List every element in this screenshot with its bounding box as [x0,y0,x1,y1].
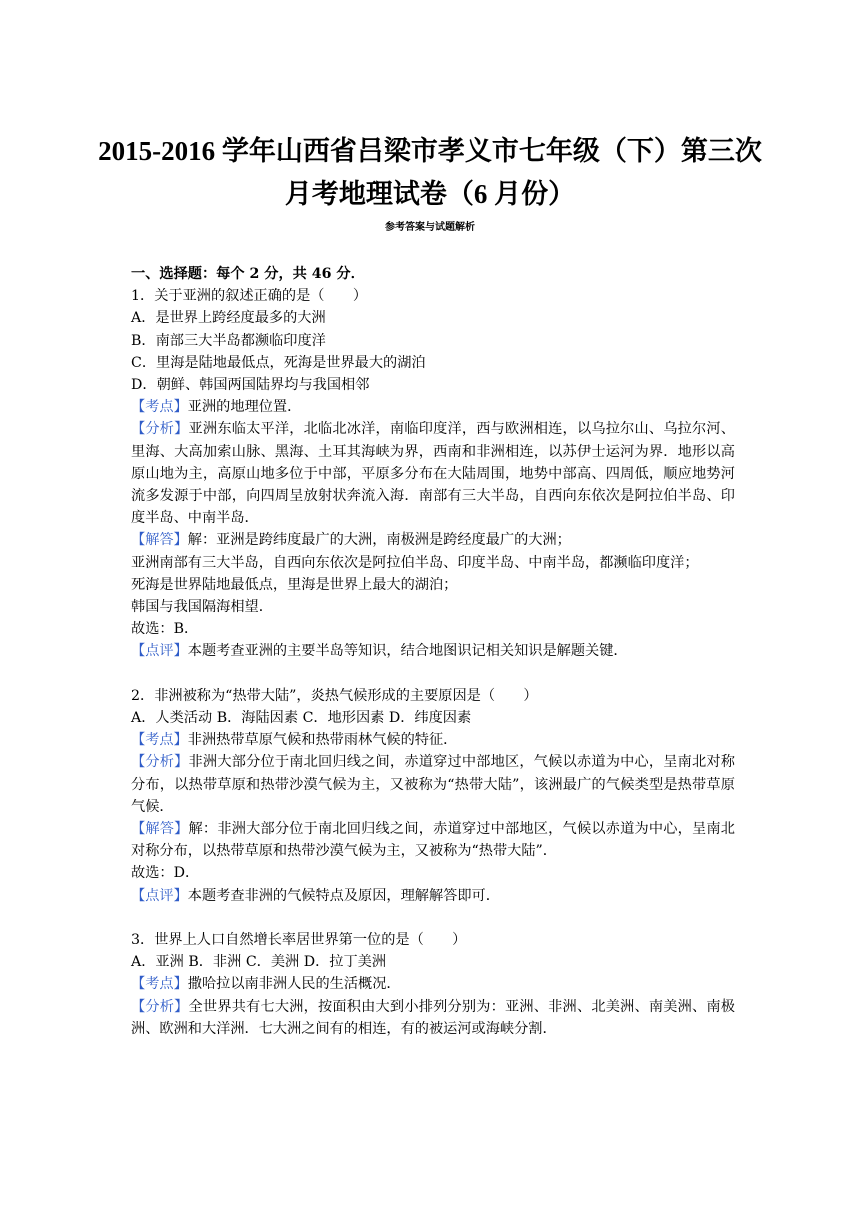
dianping-paragraph [131,885,735,907]
spacer [131,907,735,929]
question-stem: 1．关于亚洲的叙述正确的是（ ） [131,288,368,305]
spacer [131,663,735,685]
question-3 [131,929,735,1040]
jieda-line: 韩国与我国隔海相望． [131,599,273,616]
options-line: A．人类活动 B．海陆因素 C．地形因素 D．纬度因素 [131,710,472,727]
jieda-paragraph [131,818,735,862]
fenxi-paragraph [131,418,735,529]
jieda-line: 解：亚洲是跨纬度最广的大洲，南极洲是跨经度最广的大洲； [187,532,571,549]
question-stem: 3．世界上人口自然增长率居世界第一位的是（ ） [131,932,467,949]
kaodian-paragraph [131,729,735,751]
option-a: A．是世界上跨经度最多的大洲 [131,310,326,327]
jieda-line: 死海是世界陆地最低点，里海是世界上最大的湖泊； [131,576,458,593]
document-title-line-2: 月考地理试卷（6 月份） [284,179,576,209]
options-line: A．亚洲 B．非洲 C．美洲 D．拉丁美洲 [131,954,387,971]
kaodian-text: 亚洲的地理位置． [187,399,302,416]
fenxi-paragraph [131,751,735,818]
dianping-tag: 【点评】 [131,887,188,904]
kaodian-tag: 【考点】 [131,399,188,416]
jieda-line: 解：非洲大部分位于南北回归线之间，赤道穿过中部地区，气候以赤道为中心，呈南北对称分布，以热带草原和热带沙漠气候为主，又被称为“热带大陆”． [131,821,735,860]
dianping-paragraph [131,640,735,662]
fenxi-tag: 【分析】 [131,421,189,438]
option-b: B．南部三大半岛都濒临印度洋 [131,332,326,349]
question-stem: 2．非洲被称为“热带大陆”，炎热气候形成的主要原因是（ ） [131,687,538,704]
kaodian-text: 撒哈拉以南非洲人民的生活概况． [187,976,401,993]
fenxi-text: 亚洲东临太平洋，北临北冰洋，南临印度洋，西与欧洲相连，以乌拉尔山、乌拉尔河、里海、大高加索山脉、黑海、土耳其海峡为界，西南和非洲相连，以苏伊士运河为界．地形以高原山地为主，高原山地多位于中部，平原多分布在大陆周围，地势中部高、四周低，顺应地势河流多发源于中部，向四周呈放射状奔流入海．南部有三大半岛，自西向东依次是阿拉伯半岛、印度半岛、中南半岛． [131,421,735,527]
document-body [131,263,735,1040]
dianping-text: 本题考查非洲的气候特点及原因，理解解答即可． [187,887,500,904]
question-2 [131,685,735,907]
fenxi-paragraph [131,996,735,1040]
kaodian-text: 非洲热带草原气候和热带雨林气候的特征． [187,732,458,749]
kaodian-tag: 【考点】 [131,976,188,993]
jieda-tag: 【解答】 [131,821,189,838]
document-title-line-1: 2015-2016 学年山西省吕梁市孝义市七年级（下）第三次 [98,136,762,166]
kaodian-paragraph [131,973,735,995]
fenxi-tag: 【分析】 [131,754,189,771]
answer-line: 故选：B． [131,621,199,638]
question-1 [131,285,735,662]
kaodian-paragraph [131,396,735,418]
answer-line: 故选：D． [131,865,200,882]
jieda-line: 亚洲南部有三大半岛，自西向东依次是阿拉伯半岛、印度半岛、中南半岛，都濒临印度洋； [131,554,699,571]
document-subtitle: 参考答案与试题解析 [385,222,475,233]
section-heading: 一、选择题：每个 2 分，共 46 分． [131,266,365,282]
jieda-tag: 【解答】 [131,532,188,549]
kaodian-tag: 【考点】 [131,732,188,749]
option-c: C．里海是陆地最低点，死海是世界最大的湖泊 [131,354,426,371]
fenxi-text: 全世界共有七大洲，按面积由大到小排列分别为：亚洲、非洲、北美洲、南美洲、南极洲、欧洲和大洋洲．七大洲之间有的相连，有的被运河或海峡分割． [131,998,735,1037]
jieda-paragraph [131,529,735,551]
fenxi-text: 非洲大部分位于南北回归线之间，赤道穿过中部地区，气候以赤道为中心，呈南北对称分布，以热带草原和热带沙漠气候为主，又被称为“热带大陆”，该洲最广的气候类型是热带草原气候． [131,754,735,815]
dianping-text: 本题考查亚洲的主要半岛等知识，结合地图识记相关知识是解题关键． [187,643,628,660]
fenxi-tag: 【分析】 [131,998,189,1015]
dianping-tag: 【点评】 [131,643,188,660]
option-d: D．朝鲜、韩国两国陆界均与我国相邻 [131,377,370,394]
